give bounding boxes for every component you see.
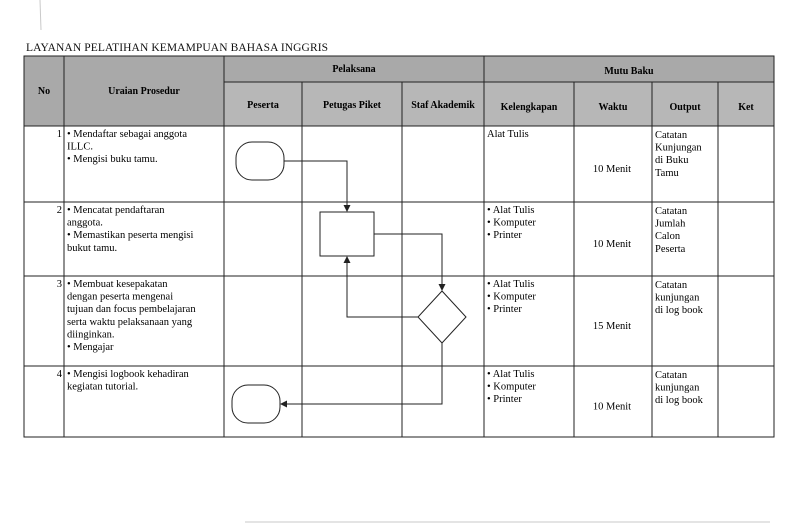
header-staf-akademik: Staf Akademik bbox=[411, 100, 475, 111]
equipment-text-line: • Alat Tulis bbox=[487, 205, 535, 216]
header-output: Output bbox=[669, 102, 701, 113]
procedure-text-line: • Mengajar bbox=[67, 342, 114, 353]
row-number: 4 bbox=[56, 369, 62, 380]
equipment-text-line: • Printer bbox=[487, 304, 522, 316]
header-ket: Ket bbox=[738, 102, 754, 113]
procedure-text-line: • Membuat kesepakatan bbox=[67, 279, 168, 290]
connector-start-to-process bbox=[284, 161, 347, 211]
row-number: 3 bbox=[56, 279, 62, 290]
header-uraian-prosedur: Uraian Prosedur bbox=[108, 86, 180, 97]
equipment-text-line: • Komputer bbox=[487, 291, 536, 303]
connector-decision-to-end bbox=[281, 343, 442, 404]
output-text-line: Catatan bbox=[655, 130, 688, 141]
output-text-line: di log book bbox=[655, 305, 703, 317]
duration-text: 10 Menit bbox=[592, 239, 632, 250]
row-number: 2 bbox=[56, 205, 62, 216]
terminator-end-shape bbox=[232, 385, 280, 423]
procedure-text-line: serta waktu pelaksanaan yang bbox=[67, 316, 193, 328]
flow-connectors bbox=[281, 161, 442, 404]
output-text-line: di Buku bbox=[655, 155, 689, 167]
equipment-text-line: • Komputer bbox=[487, 381, 536, 393]
procedure-text-line: • Mengisi buku tamu. bbox=[67, 154, 158, 166]
procedure-text-line: anggota. bbox=[67, 217, 103, 229]
output-text-line: Jumlah bbox=[655, 218, 686, 230]
procedure-text-line: tujuan dan focus pembelajaran bbox=[67, 304, 196, 316]
scan-edge-line bbox=[40, 0, 41, 30]
duration-text: 10 Menit bbox=[592, 164, 632, 175]
output-text-line: Catatan bbox=[655, 280, 688, 291]
output-text-line: Catatan bbox=[655, 370, 688, 381]
connector-process-to-decision bbox=[374, 234, 442, 290]
procedure-text-line: • Memastikan peserta mengisi bbox=[67, 230, 194, 242]
equipment-text-line: • Komputer bbox=[487, 217, 536, 229]
duration-text: 15 Menit bbox=[592, 321, 632, 332]
process-box-shape bbox=[320, 212, 374, 256]
duration-text: 10 Menit bbox=[592, 401, 632, 413]
equipment-text-line: • Alat Tulis bbox=[487, 279, 535, 290]
header-petugas-piket: Petugas Piket bbox=[322, 100, 382, 111]
row-number: 1 bbox=[56, 129, 62, 140]
equipment-text-line: Alat Tulis bbox=[487, 129, 529, 140]
connector-decision-to-process bbox=[347, 257, 418, 317]
header-mutu-baku: Mutu Baku bbox=[604, 66, 654, 77]
output-text-line: Kunjungan bbox=[655, 142, 702, 154]
header-kelengkapan: Kelengkapan bbox=[500, 102, 558, 113]
equipment-text-line: • Alat Tulis bbox=[487, 369, 535, 380]
output-text-line: Peserta bbox=[655, 243, 686, 255]
header-waktu: Waktu bbox=[598, 102, 628, 113]
procedure-text-line: • Mengisi logbook kehadiran bbox=[67, 369, 189, 380]
header-no: No bbox=[37, 86, 51, 97]
output-text-line: Catatan bbox=[655, 206, 688, 217]
procedure-text-line: dengan peserta mengenai bbox=[67, 291, 174, 303]
procedure-text-line: diinginkan. bbox=[67, 329, 115, 341]
equipment-text-line: • Printer bbox=[487, 394, 522, 406]
output-text-line: Calon bbox=[655, 231, 681, 243]
output-text-line: kunjungan bbox=[655, 292, 700, 304]
decision-diamond-shape bbox=[418, 291, 466, 343]
procedure-text-line: • Mencatat pendaftaran bbox=[67, 205, 165, 216]
equipment-text-line: • Printer bbox=[487, 230, 522, 242]
output-text-line: kunjungan bbox=[655, 382, 700, 394]
output-text-line: Tamu bbox=[655, 167, 679, 179]
document-title: LAYANAN PELATIHAN KEMAMPUAN BAHASA INGGRIS bbox=[26, 42, 329, 54]
header-pelaksana: Pelaksana bbox=[332, 64, 376, 75]
procedure-text-line: bukut tamu. bbox=[67, 242, 118, 254]
output-text-line: di log book bbox=[655, 395, 703, 407]
table-body bbox=[57, 129, 704, 413]
procedure-text-line: ILLC. bbox=[67, 141, 93, 153]
terminator-start-shape bbox=[236, 142, 284, 180]
flowchart bbox=[232, 142, 466, 423]
procedure-text-line: • Mendaftar sebagai anggota bbox=[67, 129, 188, 140]
header-peserta: Peserta bbox=[247, 100, 279, 111]
procedure-text-line: kegiatan tutorial. bbox=[67, 381, 139, 393]
